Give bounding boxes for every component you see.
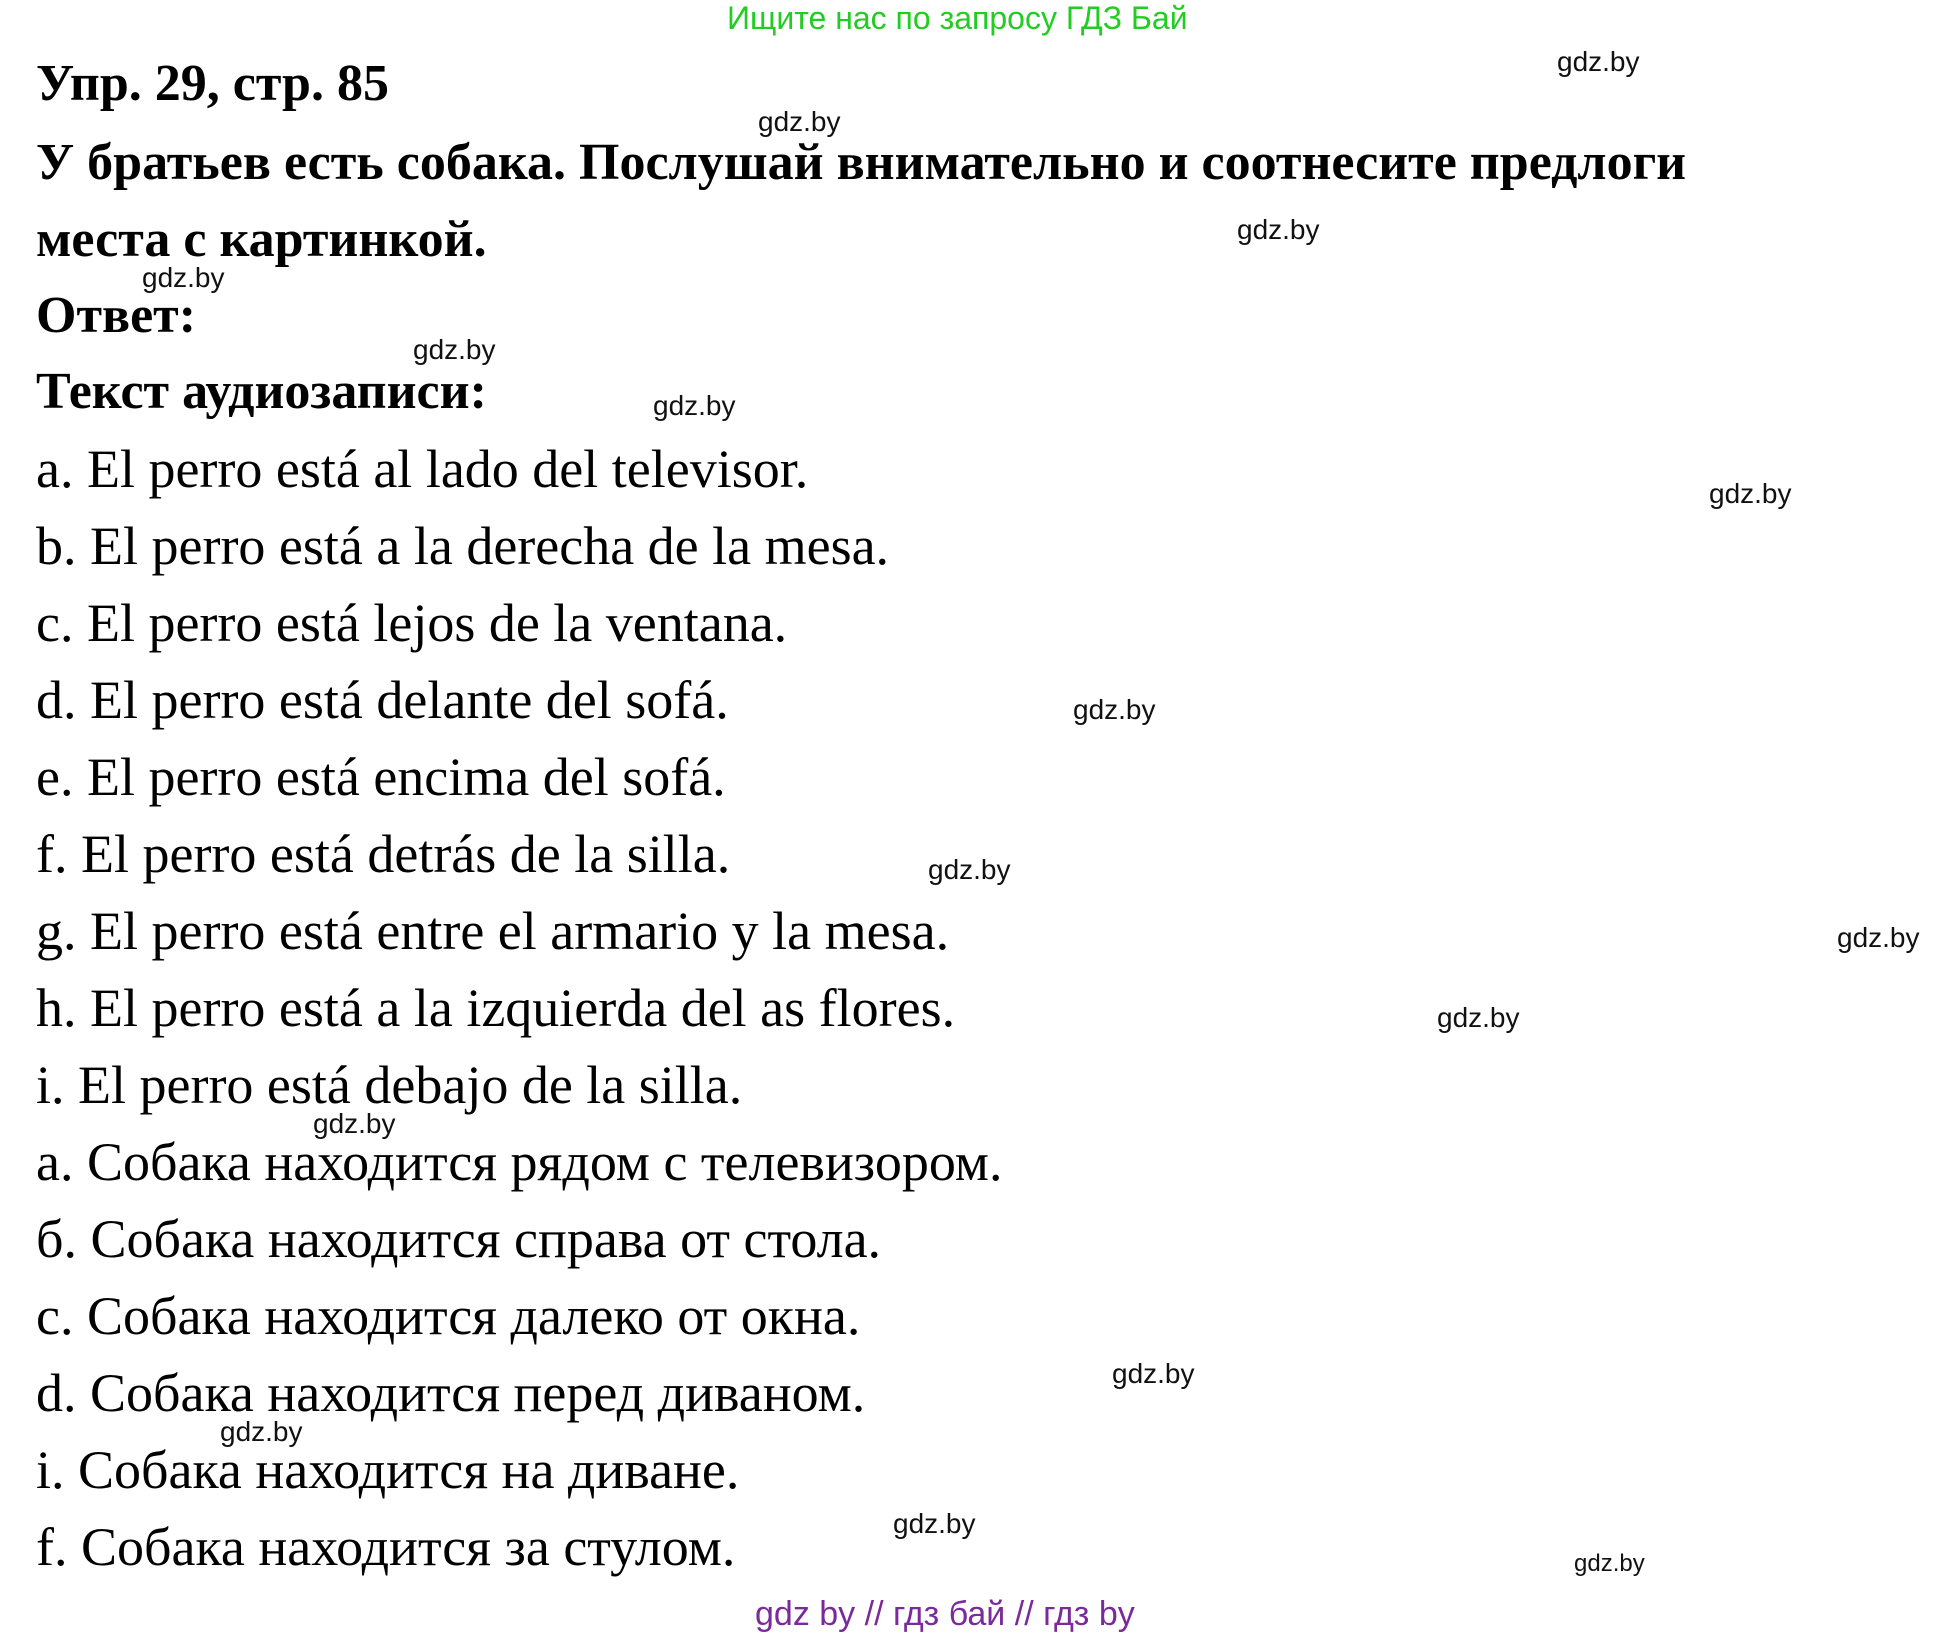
spanish-line: h. El perro está a la izquierda del as flores. — [36, 978, 956, 1038]
task-text-line-1: У братьев есть собака. Послушай внимательно и соотнесите предлоги — [36, 134, 1687, 191]
watermark: gdz.by — [893, 1508, 976, 1539]
watermark: gdz.by — [1073, 694, 1156, 725]
russian-line: i. Собака находится на диване. — [36, 1440, 740, 1500]
spanish-line: d. El perro está delante del sofá. — [36, 670, 729, 730]
russian-line: c. Собака находится далеко от окна. — [36, 1286, 861, 1346]
russian-line: б. Собака находится справа от стола. — [36, 1209, 882, 1269]
watermark: gdz.by — [758, 106, 841, 137]
watermark: gdz.by — [1437, 1002, 1520, 1033]
spanish-line: f. El perro está detrás de la silla. — [36, 824, 731, 884]
audio-label: Текст аудиозаписи: — [36, 363, 487, 420]
watermark: gdz.by — [313, 1108, 396, 1139]
watermark: gdz.by — [1112, 1358, 1195, 1389]
footer-links[interactable]: gdz by // гдз бай // гдз by — [755, 1595, 1135, 1633]
russian-line: d. Собака находится перед диваном. — [36, 1363, 866, 1423]
watermark: gdz.by — [928, 854, 1011, 885]
watermark: gdz.by — [1557, 46, 1640, 77]
spanish-line: e. El perro está encima del sofá. — [36, 747, 726, 807]
watermark: gdz.by — [1574, 1550, 1645, 1577]
russian-line: a. Собака находится рядом с телевизором. — [36, 1132, 1003, 1192]
watermark: gdz.by — [1709, 478, 1792, 509]
watermark: gdz.by — [653, 390, 736, 421]
watermark: gdz.by — [1237, 214, 1320, 245]
spanish-line: a. El perro está al lado del televisor. — [36, 439, 809, 499]
spanish-line: i. El perro está debajo de la silla. — [36, 1055, 743, 1115]
task-text-line-2: места с картинкой. — [36, 211, 487, 268]
watermark: gdz.by — [220, 1416, 303, 1447]
spanish-line: c. El perro está lejos de la ventana. — [36, 593, 788, 653]
top-banner: Ищите нас по запросу ГДЗ Бай — [727, 0, 1188, 36]
exercise-title: Упр. 29, стр. 85 — [36, 55, 389, 112]
watermark: gdz.by — [1837, 922, 1920, 953]
answer-label: Ответ: — [36, 287, 197, 344]
watermark: gdz.by — [413, 334, 496, 365]
spanish-line: g. El perro está entre el armario y la mesa. — [36, 901, 950, 961]
watermark: gdz.by — [142, 262, 225, 293]
spanish-line: b. El perro está a la derecha de la mesa. — [36, 516, 890, 576]
russian-line: f. Собака находится за стулом. — [36, 1517, 736, 1577]
